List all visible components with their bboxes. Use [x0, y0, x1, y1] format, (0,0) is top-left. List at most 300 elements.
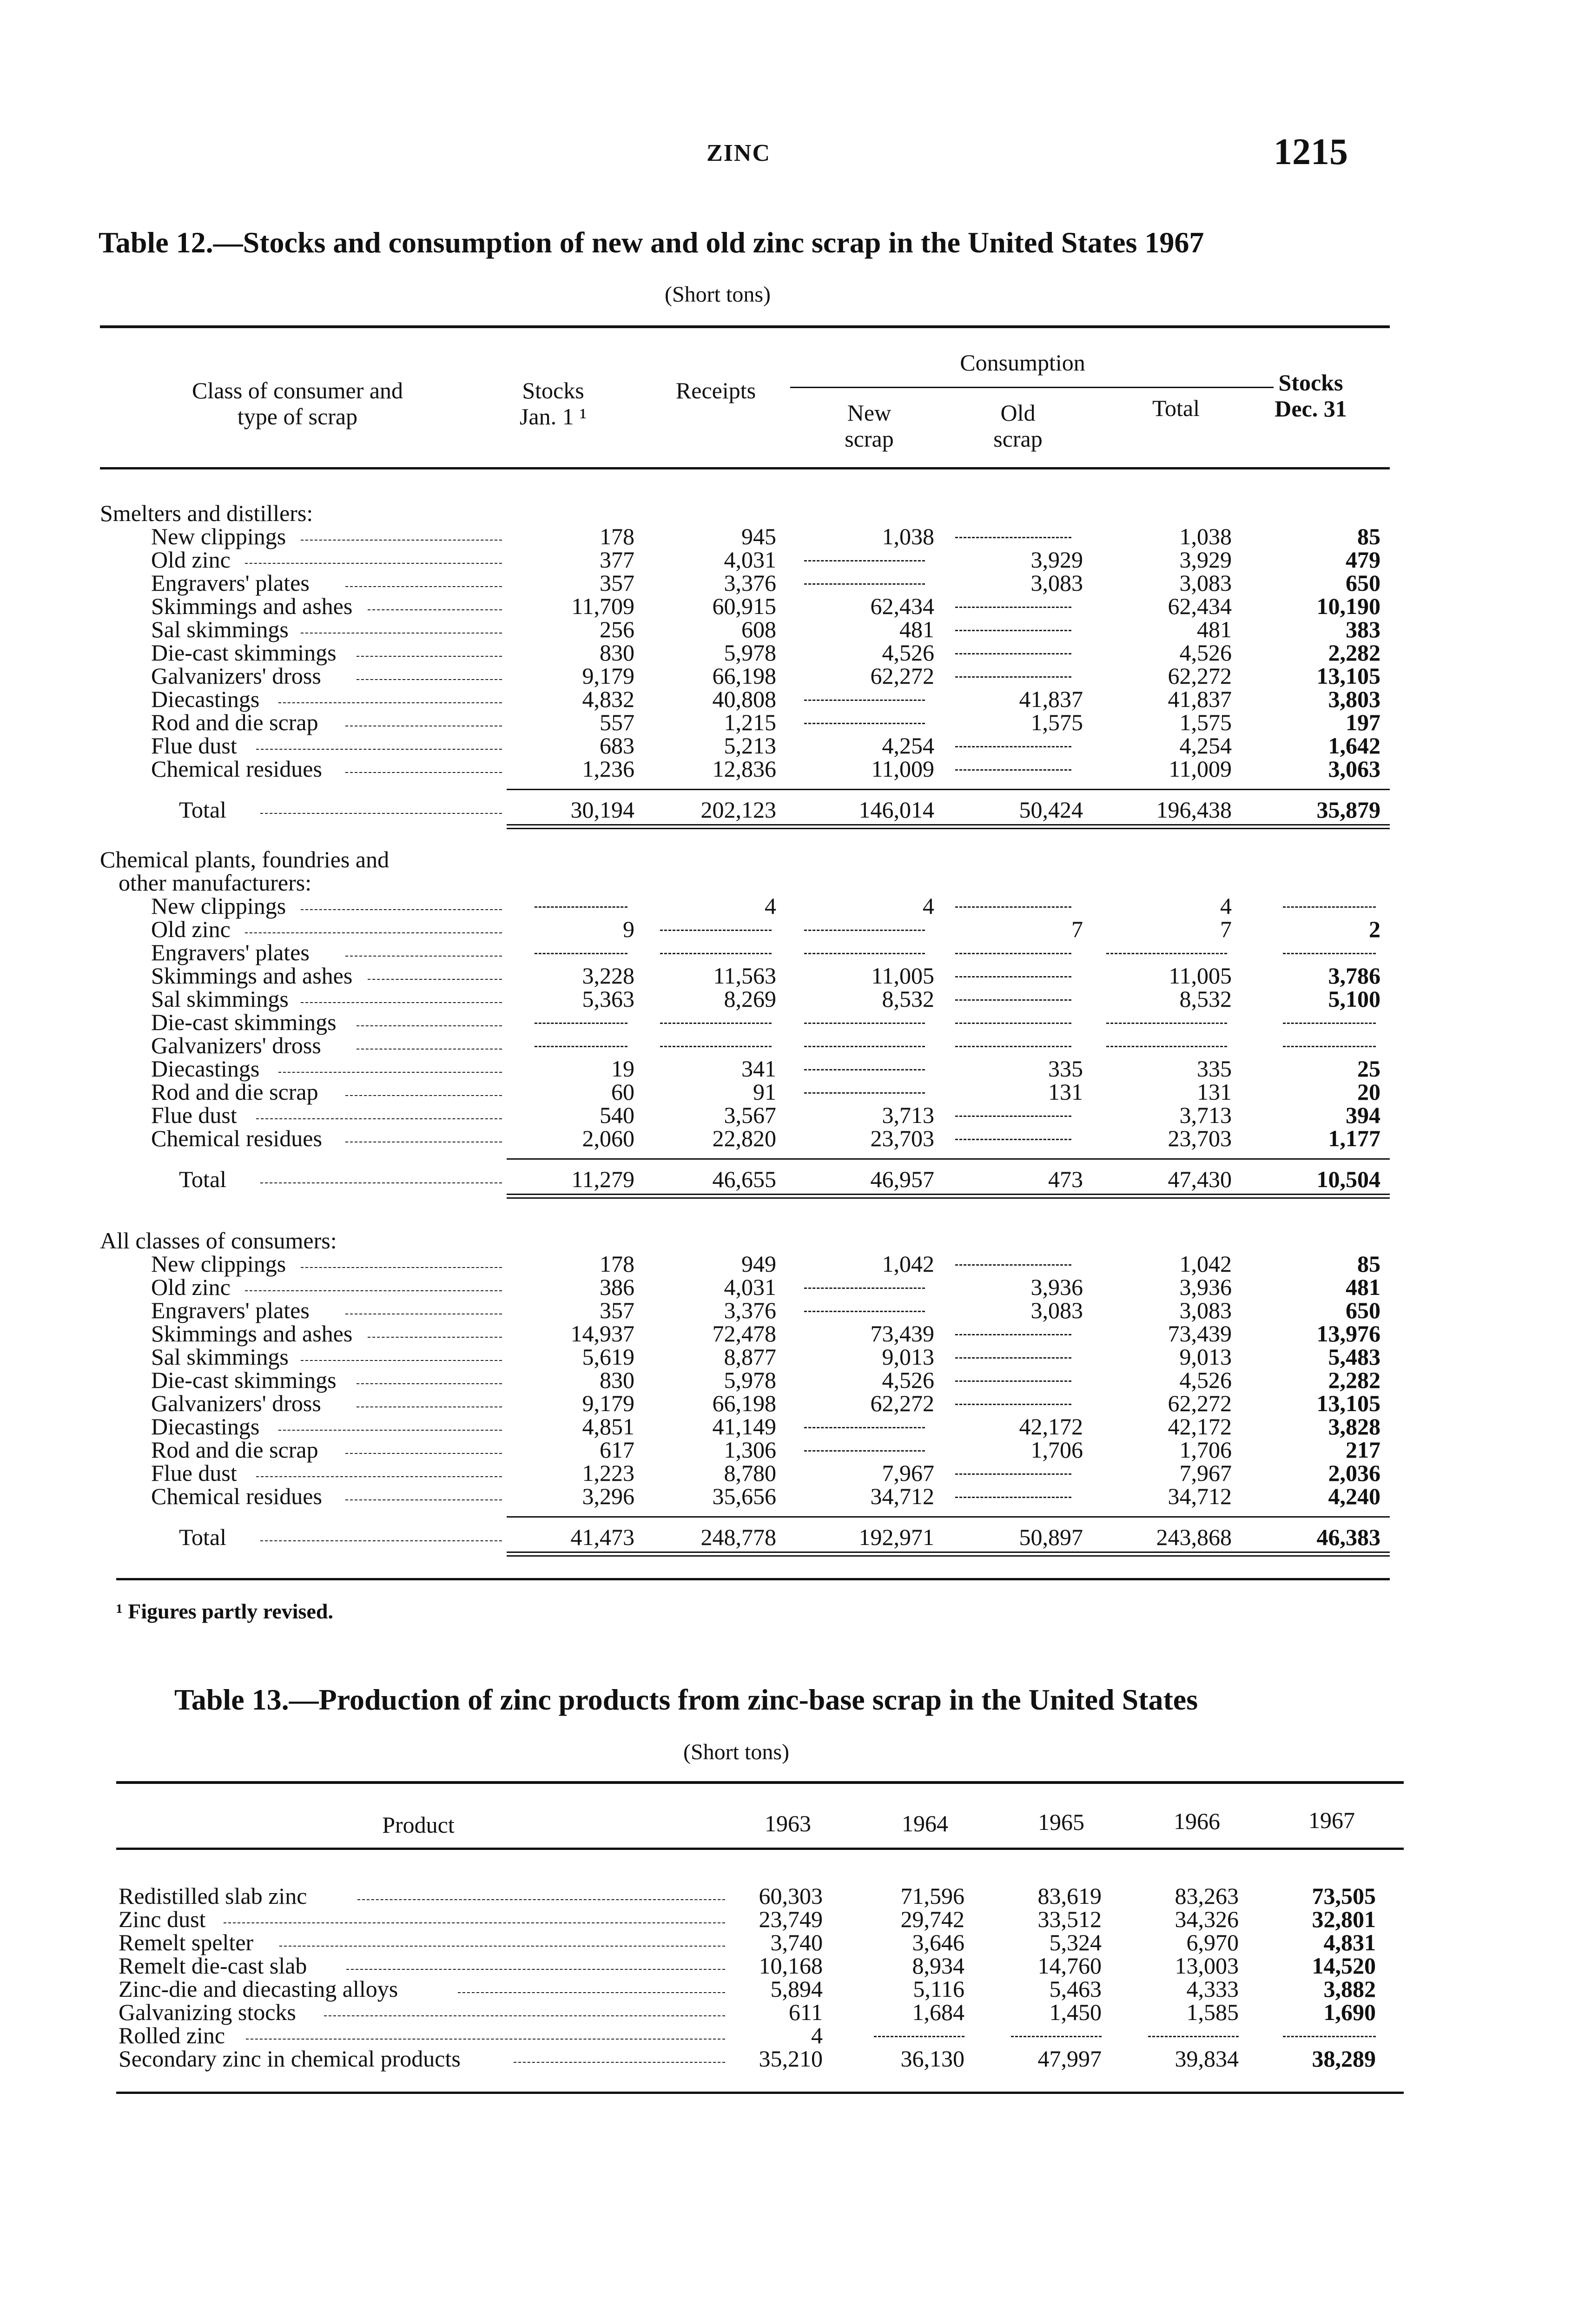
table-cell: 9: [623, 916, 634, 942]
empty-cell-dash: [955, 630, 1071, 631]
table-cell: 357: [600, 1297, 634, 1323]
leader-dots: [256, 1476, 502, 1477]
table-cell: 23,703: [870, 1125, 934, 1151]
total-cell: 473: [1048, 1166, 1083, 1192]
empty-cell-dash: [804, 560, 925, 561]
table12-title: Table 12.—Stocks and consumption of new and old zinc scrap in the United States 1967: [99, 226, 1204, 259]
row-label: Engravers' plates: [151, 570, 310, 596]
table12-header-rule: [100, 467, 1390, 469]
row-label: Old zinc: [151, 1274, 231, 1300]
empty-cell-dash: [955, 1404, 1071, 1405]
row-label: New clippings: [151, 1251, 286, 1277]
empty-cell-dash: [804, 1311, 925, 1312]
leader-dots: [301, 633, 502, 634]
leader-dots: [301, 1267, 502, 1268]
row-label: Flue dust: [151, 733, 237, 759]
leader-dots: [301, 1360, 502, 1361]
leader-dots: [345, 1453, 502, 1454]
table-cell: 5,463: [1049, 1976, 1102, 2002]
table-cell: 335: [1048, 1056, 1083, 1082]
leader-dots: [256, 749, 502, 750]
table-cell: 1,706: [1179, 1437, 1232, 1463]
table-cell: 34,712: [870, 1483, 934, 1509]
empty-cell-dash: [955, 906, 1071, 908]
leader-dots: [324, 2015, 725, 2016]
table-cell: 178: [600, 1251, 634, 1277]
row-label: Die-cast skimmings: [151, 1009, 337, 1035]
leader-dots: [301, 540, 502, 541]
table-cell: 83,619: [1037, 1883, 1102, 1909]
empty-cell-dash: [955, 676, 1071, 678]
table-cell: 8,877: [724, 1344, 776, 1370]
header-consumption: Consumption: [960, 350, 1085, 376]
table-cell: 479: [1346, 547, 1380, 573]
leader-dots: [245, 932, 502, 933]
table-cell: 7: [1071, 916, 1083, 942]
table-cell: 7,967: [882, 1460, 934, 1486]
table-cell: 4,240: [1328, 1483, 1380, 1509]
table-cell: 12,836: [712, 756, 776, 782]
row-label: Chemical residues: [151, 1125, 322, 1151]
row-label: Sal skimmings: [151, 1344, 289, 1370]
header-old-scrap: Old scrap: [993, 400, 1043, 452]
row-label: Old zinc: [151, 547, 231, 573]
table-cell: 540: [600, 1102, 634, 1128]
table13-bottom-rule: [116, 2092, 1404, 2094]
leader-dots: [260, 813, 502, 814]
table-cell: 9,013: [882, 1344, 934, 1370]
empty-cell-dash: [804, 930, 925, 931]
table-cell: 1,042: [882, 1251, 934, 1277]
total-cell: 248,778: [700, 1524, 776, 1550]
empty-cell-dash: [1283, 1023, 1376, 1024]
table-cell: 34,326: [1175, 1906, 1239, 1932]
total-cell: 192,971: [859, 1524, 934, 1550]
total-cell: 10,504: [1316, 1166, 1380, 1192]
table13-top-rule: [116, 1781, 1404, 1784]
table-cell: 394: [1346, 1102, 1380, 1128]
group-heading: Chemical plants, foundries and: [100, 846, 390, 872]
leader-dots: [256, 1118, 502, 1119]
empty-cell-dash: [874, 2036, 964, 2037]
table-cell: 5,116: [913, 1976, 964, 2002]
row-label: Flue dust: [151, 1102, 237, 1128]
table-cell: 5,978: [724, 640, 776, 666]
leader-dots: [278, 1072, 502, 1073]
leader-dots: [357, 656, 502, 657]
total-rule-above: [507, 1516, 1390, 1518]
leader-dots: [368, 609, 502, 610]
row-label: Galvanizers' dross: [151, 1390, 321, 1416]
table-cell: 62,272: [870, 663, 934, 689]
empty-cell-dash: [955, 653, 1071, 654]
table-cell: 3,713: [1179, 1102, 1232, 1128]
table-cell: 5,619: [582, 1344, 634, 1370]
table12-unit: (Short tons): [665, 282, 771, 307]
table-cell: 11,009: [871, 756, 934, 782]
table-cell: 32,801: [1312, 1906, 1376, 1932]
header-class: Class of consumer and type of scrap: [192, 377, 403, 429]
empty-cell-dash: [535, 1046, 627, 1047]
row-label: Diecastings: [151, 1056, 260, 1082]
table-cell: 13,105: [1316, 663, 1380, 689]
table-cell: 949: [741, 1251, 776, 1277]
row-label: Flue dust: [151, 1460, 237, 1486]
table-cell: 83,263: [1175, 1883, 1239, 1909]
empty-cell-dash: [804, 1092, 925, 1094]
table-cell: 7,967: [1179, 1460, 1232, 1486]
table13-header-rule: [116, 1848, 1404, 1850]
table-cell: 2,282: [1328, 640, 1380, 666]
table-cell: 1,642: [1328, 733, 1380, 759]
empty-cell-dash: [955, 1116, 1071, 1117]
total-cell: 146,014: [859, 797, 934, 823]
table-cell: 3,936: [1179, 1274, 1232, 1300]
table-cell: 131: [1197, 1079, 1232, 1105]
total-cell: 46,655: [712, 1166, 776, 1192]
table-cell: 256: [600, 616, 634, 642]
table-cell: 481: [1346, 1274, 1380, 1300]
table-cell: 377: [600, 547, 634, 573]
leader-dots: [357, 1899, 725, 1900]
group-heading: other manufacturers:: [119, 870, 312, 896]
row-label: Engravers' plates: [151, 1297, 310, 1323]
table-cell: 1,038: [882, 523, 934, 549]
page-number: 1215: [1274, 132, 1348, 172]
total-cell: 46,957: [870, 1166, 934, 1192]
table-cell: 4: [765, 893, 776, 919]
table12-bottom-rule: [116, 1578, 1390, 1580]
table-cell: 35,656: [712, 1483, 776, 1509]
table-cell: 47,997: [1037, 2046, 1102, 2072]
table-cell: 41,837: [1168, 686, 1232, 712]
row-label: Rod and die scrap: [151, 709, 318, 735]
empty-cell-dash: [804, 953, 925, 954]
empty-cell-dash: [1283, 2036, 1376, 2037]
table-cell: 4: [811, 2022, 823, 2048]
running-head: ZINC: [707, 140, 771, 166]
table-cell: 5,978: [724, 1367, 776, 1393]
total-rule-below: [507, 1197, 1390, 1199]
table-cell: 1,223: [582, 1460, 634, 1486]
empty-cell-dash: [660, 1023, 772, 1024]
table-cell: 7: [1220, 916, 1232, 942]
row-label: Engravers' plates: [151, 939, 310, 965]
table-cell: 23,703: [1168, 1125, 1232, 1151]
table-cell: 2,282: [1328, 1367, 1380, 1393]
row-label: Skimmings and ashes: [151, 1320, 353, 1347]
table-cell: 5,324: [1049, 1929, 1102, 1955]
leader-dots: [345, 772, 502, 773]
table-cell: 62,272: [870, 1390, 934, 1416]
leader-dots: [301, 1002, 502, 1003]
table-cell: 11,009: [1169, 756, 1232, 782]
table-cell: 2: [1369, 916, 1380, 942]
empty-cell-dash: [804, 1046, 925, 1047]
total-cell: 46,383: [1316, 1524, 1380, 1550]
header-new-scrap: New scrap: [845, 400, 894, 452]
table-cell: 4,031: [724, 1274, 776, 1300]
group-heading: Smelters and distillers:: [100, 500, 313, 526]
empty-cell-dash: [535, 1023, 627, 1024]
table-cell: 3,882: [1323, 1976, 1376, 2002]
leader-dots: [260, 1182, 502, 1183]
table-cell: 23,749: [759, 1906, 823, 1932]
row-label: Diecastings: [151, 686, 260, 712]
table-cell: 3,228: [582, 963, 634, 989]
table-cell: 3,646: [912, 1929, 964, 1955]
leader-dots: [346, 1969, 725, 1970]
table-cell: 4,254: [1179, 733, 1232, 759]
table-cell: 1,575: [1030, 709, 1083, 735]
empty-cell-dash: [955, 1380, 1071, 1382]
empty-cell-dash: [1283, 906, 1376, 908]
table-cell: 13,976: [1316, 1320, 1380, 1347]
empty-cell-dash: [955, 1334, 1071, 1335]
table-cell: 3,296: [582, 1483, 634, 1509]
table-cell: 62,272: [1168, 1390, 1232, 1416]
empty-cell-dash: [955, 999, 1071, 1001]
leader-dots: [279, 1946, 725, 1947]
leader-dots: [357, 1383, 502, 1384]
row-label: Old zinc: [151, 916, 231, 942]
table-cell: 481: [1197, 616, 1232, 642]
empty-cell-dash: [804, 1023, 925, 1024]
table-cell: 85: [1357, 1251, 1380, 1277]
table-cell: 9,179: [582, 663, 634, 689]
table-cell: 683: [600, 733, 634, 759]
empty-cell-dash: [804, 723, 925, 724]
leader-dots: [245, 563, 502, 564]
leader-dots: [245, 1290, 502, 1291]
table-cell: 2,036: [1328, 1460, 1380, 1486]
empty-cell-dash: [1283, 953, 1376, 954]
table-cell: 650: [1346, 1297, 1380, 1323]
table-cell: 91: [753, 1079, 776, 1105]
leader-dots: [345, 956, 502, 957]
leader-dots: [357, 1049, 502, 1050]
table12-top-rule: [100, 325, 1390, 328]
table-cell: 3,083: [1030, 570, 1083, 596]
table-cell: 3,083: [1179, 1297, 1232, 1323]
empty-cell-dash: [955, 1046, 1071, 1047]
empty-cell-dash: [955, 1139, 1071, 1140]
leader-dots: [368, 979, 502, 980]
table-cell: 830: [600, 1367, 634, 1393]
table-cell: 945: [741, 523, 776, 549]
table-cell: 4,832: [582, 686, 634, 712]
table-cell: 25: [1357, 1056, 1380, 1082]
group-heading: All classes of consumers:: [100, 1228, 337, 1254]
table-cell: 66,198: [712, 663, 776, 689]
leader-dots: [224, 1922, 725, 1923]
table-cell: 8,269: [724, 986, 776, 1012]
table-cell: 5,213: [724, 733, 776, 759]
header-product: Product: [382, 1812, 455, 1838]
table-cell: 33,512: [1037, 1906, 1102, 1932]
empty-cell-dash: [804, 1287, 925, 1289]
empty-cell-dash: [660, 930, 772, 931]
table-cell: 4,254: [882, 733, 934, 759]
row-label: Remelt die-cast slab: [119, 1953, 307, 1979]
table-cell: 62,434: [870, 593, 934, 619]
table-cell: 4,031: [724, 547, 776, 573]
row-label: Sal skimmings: [151, 616, 289, 642]
table-cell: 35,210: [759, 2046, 823, 2072]
table-cell: 830: [600, 640, 634, 666]
table-cell: 1,215: [724, 709, 776, 735]
table-cell: 4: [923, 893, 934, 919]
empty-cell-dash: [955, 746, 1071, 747]
table-cell: 611: [788, 1999, 823, 2025]
table-cell: 5,483: [1328, 1344, 1380, 1370]
total-label: Total: [179, 1166, 227, 1192]
table-cell: 3,083: [1030, 1297, 1083, 1323]
table-cell: 11,005: [1169, 963, 1232, 989]
row-label: Rolled zinc: [119, 2022, 225, 2048]
total-cell: 50,424: [1019, 797, 1083, 823]
total-label: Total: [179, 797, 227, 823]
table-cell: 71,596: [900, 1883, 964, 1909]
row-label: Zinc dust: [119, 1906, 206, 1932]
table-cell: 357: [600, 570, 634, 596]
table-cell: 3,929: [1030, 547, 1083, 573]
empty-cell-dash: [1106, 1023, 1227, 1024]
header-1967: 1967: [1308, 1807, 1355, 1833]
empty-cell-dash: [955, 1023, 1071, 1024]
table-cell: 60: [611, 1079, 634, 1105]
empty-cell-dash: [535, 953, 627, 954]
total-cell: 41,473: [570, 1524, 634, 1550]
total-rule-below: [507, 828, 1390, 829]
row-label: Rod and die scrap: [151, 1437, 318, 1463]
table-cell: 5,894: [770, 1976, 823, 2002]
table-cell: 3,567: [724, 1102, 776, 1128]
table-cell: 217: [1346, 1437, 1380, 1463]
table-cell: 1,177: [1328, 1125, 1380, 1151]
table13-unit: (Short tons): [683, 1740, 789, 1764]
empty-cell-dash: [804, 583, 925, 585]
empty-cell-dash: [955, 976, 1071, 977]
table-cell: 42,172: [1168, 1413, 1232, 1439]
total-rule-below: [507, 1552, 1390, 1553]
empty-cell-dash: [955, 1357, 1071, 1359]
table-cell: 85: [1357, 523, 1380, 549]
leader-dots: [368, 1337, 502, 1338]
header-1964: 1964: [902, 1810, 948, 1836]
table-cell: 8,532: [882, 986, 934, 1012]
table-cell: 197: [1346, 709, 1380, 735]
leader-dots: [357, 679, 502, 680]
row-label: Die-cast skimmings: [151, 1367, 337, 1393]
table-cell: 60,303: [759, 1883, 823, 1909]
total-cell: 30,194: [570, 797, 634, 823]
table13-title: Table 13.—Production of zinc products from zinc-base scrap in the United States: [174, 1683, 1198, 1716]
empty-cell-dash: [955, 537, 1071, 538]
table-cell: 73,439: [1168, 1320, 1232, 1347]
row-label: Zinc-die and diecasting alloys: [119, 1976, 398, 2002]
table-cell: 383: [1346, 616, 1380, 642]
empty-cell-dash: [804, 1450, 925, 1452]
empty-cell-dash: [955, 607, 1071, 608]
empty-cell-dash: [1283, 1046, 1376, 1047]
row-label: Galvanizers' dross: [151, 663, 321, 689]
row-label: Galvanizers' dross: [151, 1032, 321, 1058]
total-cell: 243,868: [1156, 1524, 1232, 1550]
header-total: Total: [1152, 395, 1200, 421]
table-cell: 20: [1357, 1079, 1380, 1105]
table-cell: 1,690: [1323, 1999, 1376, 2025]
table-cell: 4: [1220, 893, 1232, 919]
table-cell: 11,563: [713, 963, 776, 989]
row-label: Remelt spelter: [119, 1929, 254, 1955]
table-cell: 19: [611, 1056, 634, 1082]
row-label: Rod and die scrap: [151, 1079, 318, 1105]
table-cell: 1,585: [1186, 1999, 1239, 2025]
table-cell: 557: [600, 709, 634, 735]
table-cell: 1,042: [1179, 1251, 1232, 1277]
empty-cell-dash: [535, 906, 627, 908]
leader-dots: [301, 909, 502, 910]
table-cell: 1,450: [1049, 1999, 1102, 2025]
table-cell: 3,740: [770, 1929, 823, 1955]
table-cell: 10,168: [759, 1953, 823, 1979]
footnote: ¹ Figures partly revised.: [116, 1599, 333, 1623]
empty-cell-dash: [955, 769, 1071, 771]
table-cell: 34,712: [1168, 1483, 1232, 1509]
total-rule-above: [507, 789, 1390, 790]
table-cell: 3,063: [1328, 756, 1380, 782]
row-label: Die-cast skimmings: [151, 640, 337, 666]
row-label: Galvanizing stocks: [119, 1999, 296, 2025]
table-cell: 62,272: [1168, 663, 1232, 689]
table-cell: 131: [1048, 1079, 1083, 1105]
table-cell: 73,439: [870, 1320, 934, 1347]
row-label: New clippings: [151, 523, 286, 549]
header-receipts: Receipts: [675, 377, 756, 403]
empty-cell-dash: [804, 700, 925, 701]
table-cell: 1,684: [912, 1999, 964, 2025]
empty-cell-dash: [1106, 1046, 1227, 1047]
row-label: Sal skimmings: [151, 986, 289, 1012]
table-cell: 4,831: [1323, 1929, 1376, 1955]
row-label: Secondary zinc in chemical products: [119, 2046, 461, 2072]
table-cell: 13,003: [1175, 1953, 1239, 1979]
table-cell: 72,478: [712, 1320, 776, 1347]
total-cell: 11,279: [571, 1166, 634, 1192]
header-stocks-jan: Stocks Jan. 1 ¹: [519, 377, 587, 429]
table-cell: 1,306: [724, 1437, 776, 1463]
table-cell: 11,005: [871, 963, 934, 989]
table-cell: 4,526: [882, 1367, 934, 1393]
empty-cell-dash: [660, 953, 772, 954]
empty-cell-dash: [804, 1427, 925, 1428]
empty-cell-dash: [1148, 2036, 1239, 2037]
table-cell: 1,575: [1179, 709, 1232, 735]
table-cell: 8,934: [912, 1953, 964, 1979]
empty-cell-dash: [1011, 2036, 1102, 2037]
table-cell: 4,851: [582, 1413, 634, 1439]
header-1963: 1963: [765, 1810, 811, 1836]
table-cell: 11,709: [571, 593, 634, 619]
empty-cell-dash: [955, 953, 1071, 954]
empty-cell-dash: [1106, 953, 1227, 954]
leader-dots: [278, 1430, 502, 1431]
table-cell: 13,105: [1316, 1390, 1380, 1416]
table-cell: 9,013: [1179, 1344, 1232, 1370]
table-cell: 3,936: [1030, 1274, 1083, 1300]
table-cell: 36,130: [900, 2046, 964, 2072]
